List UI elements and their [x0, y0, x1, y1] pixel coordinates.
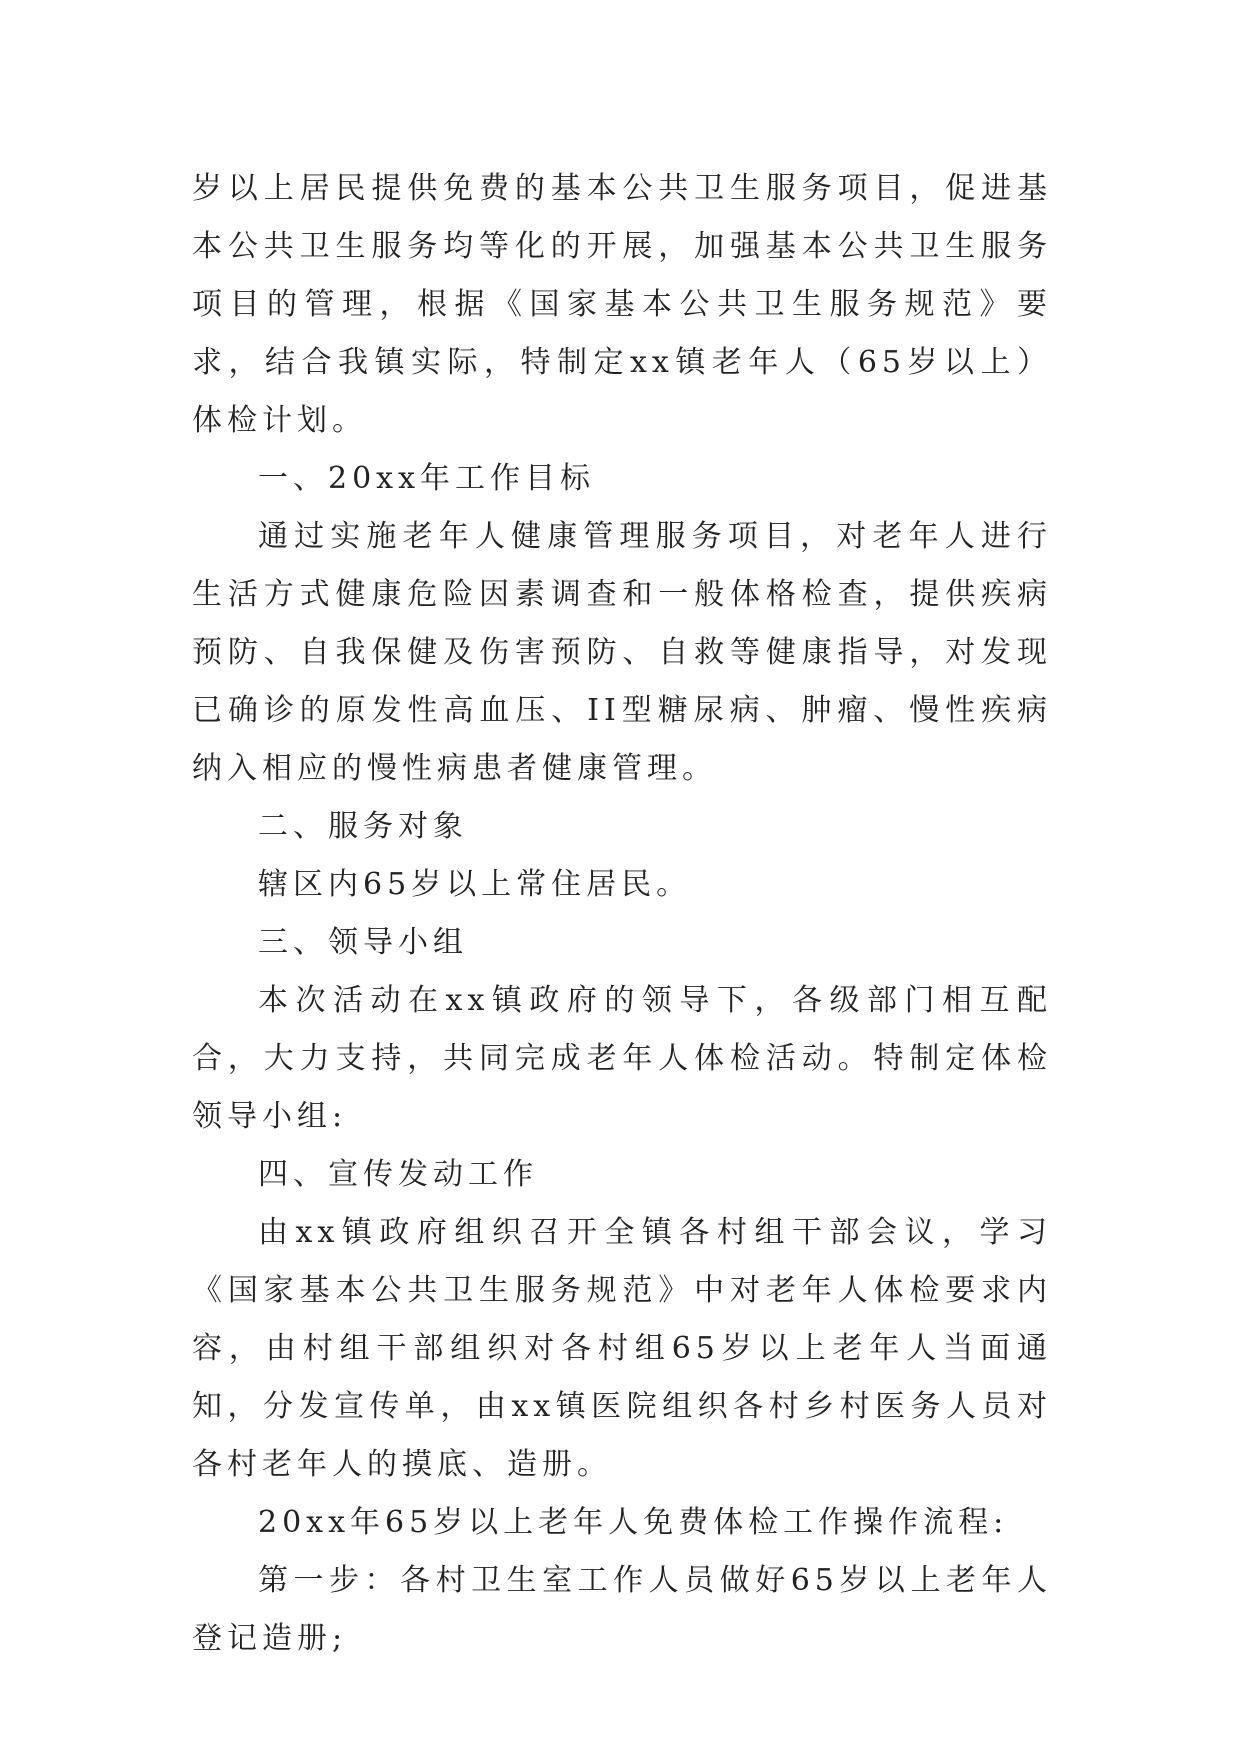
paragraph-intro-continued: 岁以上居民提供免费的基本公共卫生服务项目，促进基本公共卫生服务均等化的开展，加强基本公共卫生服务项目的管理，根据《国家基本公共卫生服务规范》要求，结合我镇实际，特制定xx镇老年人（65岁以上）体检计划。	[192, 171, 1052, 438]
heading-section-4: 四、宣传发动工作	[258, 1157, 538, 1192]
document-body	[192, 160, 1052, 1668]
heading-section-1: 一、20xx年工作目标	[258, 461, 596, 496]
paragraph-step-1: 第一步：各村卫生室工作人员做好65岁以上老年人登记造册;	[192, 1563, 1052, 1656]
paragraph-section-4: 由xx镇政府组织召开全镇各村组干部会议，学习《国家基本公共卫生服务规范》中对老年人体检要求内容，由村组干部组织对各村组65岁以上老年人当面通知，分发宣传单，由xx镇医院组织各村乡村医务人员对各村老年人的摸底、造册。	[192, 1215, 1052, 1482]
heading-section-2: 二、服务对象	[258, 809, 468, 844]
heading-section-3: 三、领导小组	[258, 925, 468, 960]
paragraph-process-title: 20xx年65岁以上老年人免费体检工作操作流程:	[258, 1505, 1009, 1540]
paragraph-section-3: 本次活动在xx镇政府的领导下，各级部门相互配合，大力支持，共同完成老年人体检活动。特制定体检领导小组:	[192, 983, 1052, 1134]
paragraph-section-1: 通过实施老年人健康管理服务项目，对老年人进行生活方式健康危险因素调查和一般体格检查，提供疾病预防、自我保健及伤害预防、自救等健康指导，对发现已确诊的原发性高血压、II型糖尿病、肿瘤、慢性疾病纳入相应的慢性病患者健康管理。	[192, 519, 1052, 786]
paragraph-section-2: 辖区内65岁以上常住居民。	[258, 867, 692, 902]
